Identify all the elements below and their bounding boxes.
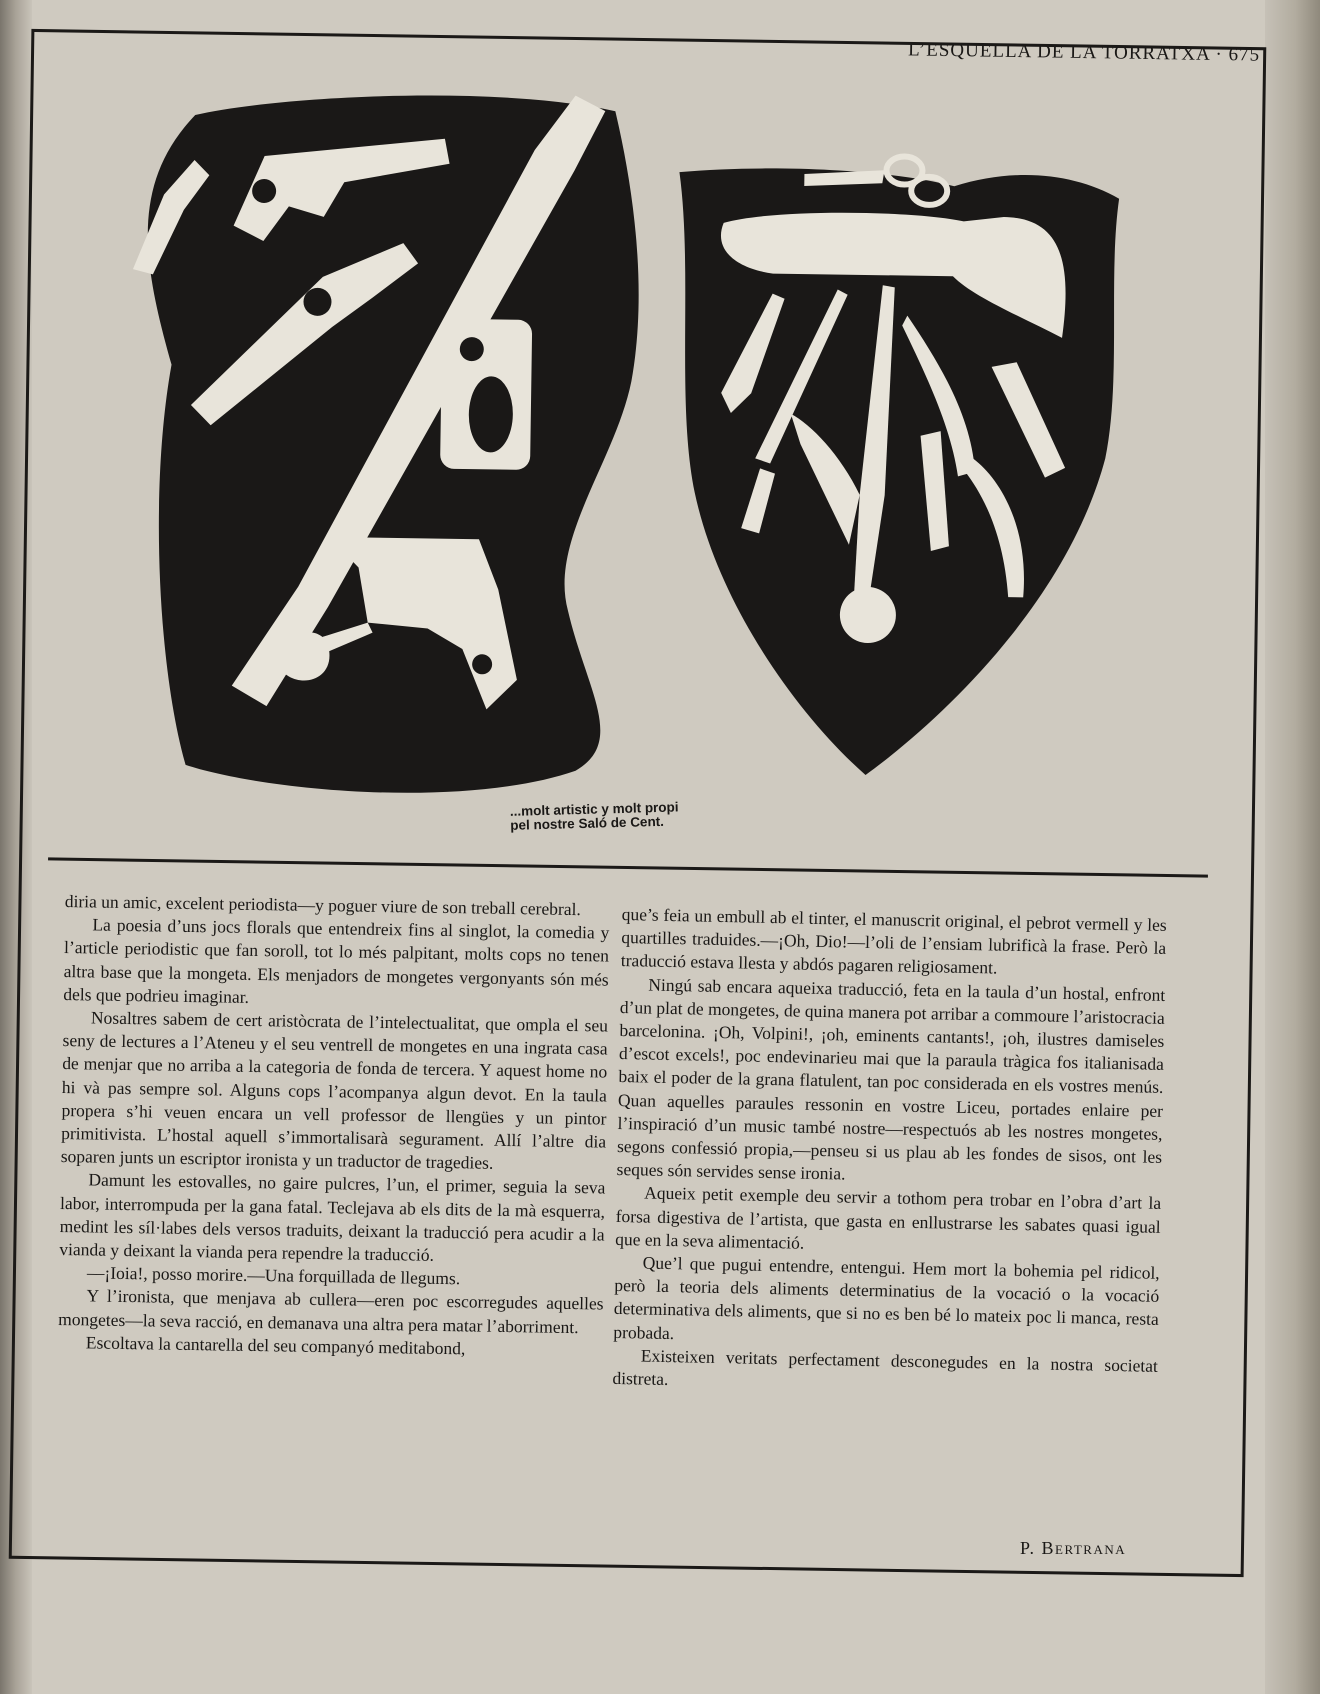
illustration <box>64 63 1266 881</box>
article-column-right <box>612 903 1167 1401</box>
article-column-left <box>58 890 610 1363</box>
paragraph: Que’l que pugui entendre, entengui. Hem mort la bohemia pel ridicol, però la teoria dels aliments determinatius de la vocació o la vocació determinativa dels aliments, que si no es ben bé lo mateix poc li manca, resta probada. <box>613 1252 1160 1343</box>
page-number: 675 <box>1228 44 1261 66</box>
caption-line-2: pel nostre Saló de Cent. <box>510 813 665 833</box>
paragraph: —¡Ioia!, posso morire.—Una forquillada de llegums. <box>86 1262 461 1289</box>
paragraph: Y l’ironista, que menjava ab cullera—eren poc escorregudes aquelles mongetes—la seva racció, en demanava una altra pera matar l’aborriment. <box>58 1285 604 1337</box>
left-shield-weapons <box>125 89 641 796</box>
author-signature: P. Bertrana <box>1020 1538 1127 1558</box>
paragraph: Escoltava la cantarella del seu companyó meditabond, <box>85 1332 466 1359</box>
running-title: L’ESQUELLA DE LA TORRATXA <box>907 39 1210 65</box>
paragraph: La poesia d’uns jocs florals que entendreix fins al singlot, la comedia y l’article periodistic que fan soroll, tot lo més palpitant, molts cops no tenen altra base que la mongeta. Els menjadors de mongetes vergonyants són més dels que podrieu imaginar. <box>63 914 610 1007</box>
paragraph: Ningú sab encara aqueixa traducció, feta en la taula d’un hostal, enfront d’un plat de mongetes, de quina manera pot arribar a commoure l’aristocracia barcelonina. ¡Oh, Volpini!, ¡oh, eminents cantants!, ¡oh, ilustres damiseles d’escot excels!, poc endevinarieu mai que la paraula tràgica fos italianisada baix el poder de la grana flatulent, tan poc considerada en els vostres menús. Quan aquelles paraules ressonin en vostre Liceu, portades enlaire per l’inspiració d’un music també nostre—respectuós ab les nostres mongetes, segons confessió propia,—penseu si us plau ab les fondes de sisos, ont les seques són servides sense ironia. <box>616 974 1166 1184</box>
illustration-caption <box>510 799 731 833</box>
caption-line-1: ...molt artistic y molt propi <box>509 799 679 819</box>
paragraph: que’s feia un embull ab el tinter, el manuscrit original, el pebrot vermell y les quartilles traduides.—¡Oh, Dio!—l’oli de l’ensiam lubrificà la frase. Però la traducció estava llesta y abdós pagaren religiosament. <box>620 903 1167 978</box>
page-edge-stack <box>1265 0 1320 1694</box>
right-shield-tools <box>671 153 1120 778</box>
paragraph: Damunt les estovalles, no gaire pulcres, l’un, el primer, seguia la seva labor, interrompuda per la gana fatal. Teclejava ab els dits de la mà esquerra, medint les síl·labes dels versos traduits, deixant la traducció pera acudir a la vianda y deixant la vianda pera rependre la traducció. <box>59 1169 606 1265</box>
paragraph: Nosaltres sabem de cert aristòcrata de l’intelectualitat, que ompla el seu seny de lectures a l’Ateneu y el seu ventrell de mongetes en una ingrata casa de menjar que no arriba a la categoria de fonda de tercera. Y aquest home no hi và pas sempre sol. Alguns cops l’acompanya algun devot. En la taula propera s’hi veuen encara un vell professor de llengües y un pintor primitivista. L’hostal aquell s’immortalisarà segurament. Allí l’altre dia soparen junts un escriptor ironista y un traductor de tragedies. <box>60 1007 609 1173</box>
paragraph: Existeixen veritats perfectament desconegudes en la nostra societat distreta. <box>612 1345 1159 1390</box>
paragraph: diria un amic, excelent periodista—y poguer viure de son treball cerebral. <box>64 890 581 920</box>
header-separator: · <box>1215 43 1223 66</box>
paragraph: Aqueix petit exemple deu servir a tothom pera trobar en l’obra d’art la forsa digestiva de l’artista, que gasta en enllustrarse les sabates quasi igual que en la seva alimentació. <box>615 1182 1162 1253</box>
two-shields-illustration <box>64 63 1266 881</box>
